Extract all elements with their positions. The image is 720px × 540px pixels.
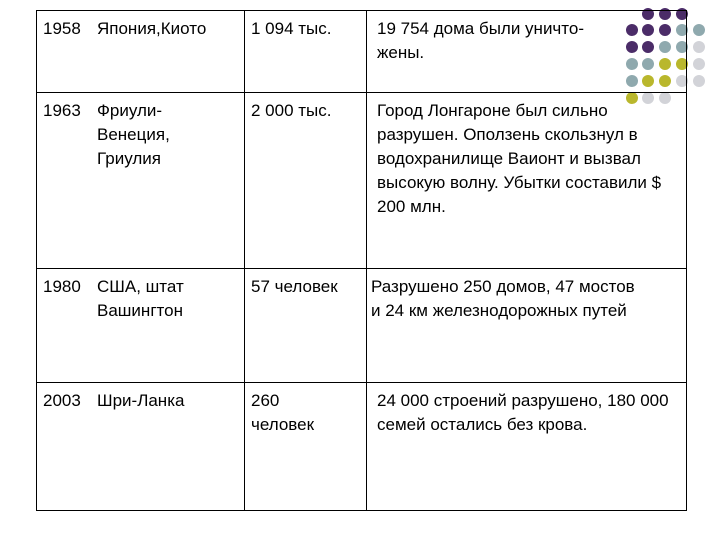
- year-place-cell: [37, 11, 245, 93]
- place: Япония,Киото: [97, 19, 207, 38]
- dot: [693, 58, 705, 70]
- dot: [693, 75, 705, 87]
- casualties: 1 094 тыс.: [251, 19, 332, 38]
- place: Шри-Ланка: [97, 391, 185, 410]
- consequences: Город Лонгароне был сильно разрушен. Оползень скользнул в водохранилище Ваионт и вызвал высокую волну. Убытки составили $ 200 млн.: [377, 101, 662, 216]
- casualties: 57 человек: [251, 277, 338, 296]
- year: 1958: [43, 19, 81, 38]
- table-row: [37, 93, 687, 269]
- table-row: [37, 383, 687, 511]
- year-place-cell: [37, 269, 245, 383]
- year: 2003: [43, 391, 81, 410]
- year-place-cell: [37, 93, 245, 269]
- place: США, штат Вашингтон: [97, 277, 184, 320]
- year: 1980: [43, 277, 81, 296]
- place: Фриули-Венеция, Гриулия: [97, 101, 170, 168]
- casualties-cell: [245, 11, 367, 93]
- casualties-cell: [245, 93, 367, 269]
- dot: [693, 24, 705, 36]
- year-place-cell: [37, 383, 245, 511]
- casualties-cell: [245, 269, 367, 383]
- consequences-cell: [367, 269, 687, 383]
- casualties-cell: [245, 383, 367, 511]
- year: 1963: [43, 101, 81, 120]
- casualties: 260 человек: [251, 391, 315, 434]
- consequences-cell: [367, 93, 687, 269]
- consequences: 19 754 дома были уничто-жены.: [377, 19, 585, 62]
- dot: [693, 41, 705, 53]
- consequences-cell: [367, 383, 687, 511]
- consequences: 24 000 строений разрушено, 180 000 семей остались без крова.: [377, 391, 669, 434]
- table-row: [37, 269, 687, 383]
- consequences: Разрушено 250 домов, 47 мостов и 24 км железнодорожных путей: [371, 277, 635, 320]
- consequences-cell: [367, 11, 687, 93]
- events-table: [36, 10, 687, 511]
- casualties: 2 000 тыс.: [251, 101, 332, 120]
- table-row: [37, 11, 687, 93]
